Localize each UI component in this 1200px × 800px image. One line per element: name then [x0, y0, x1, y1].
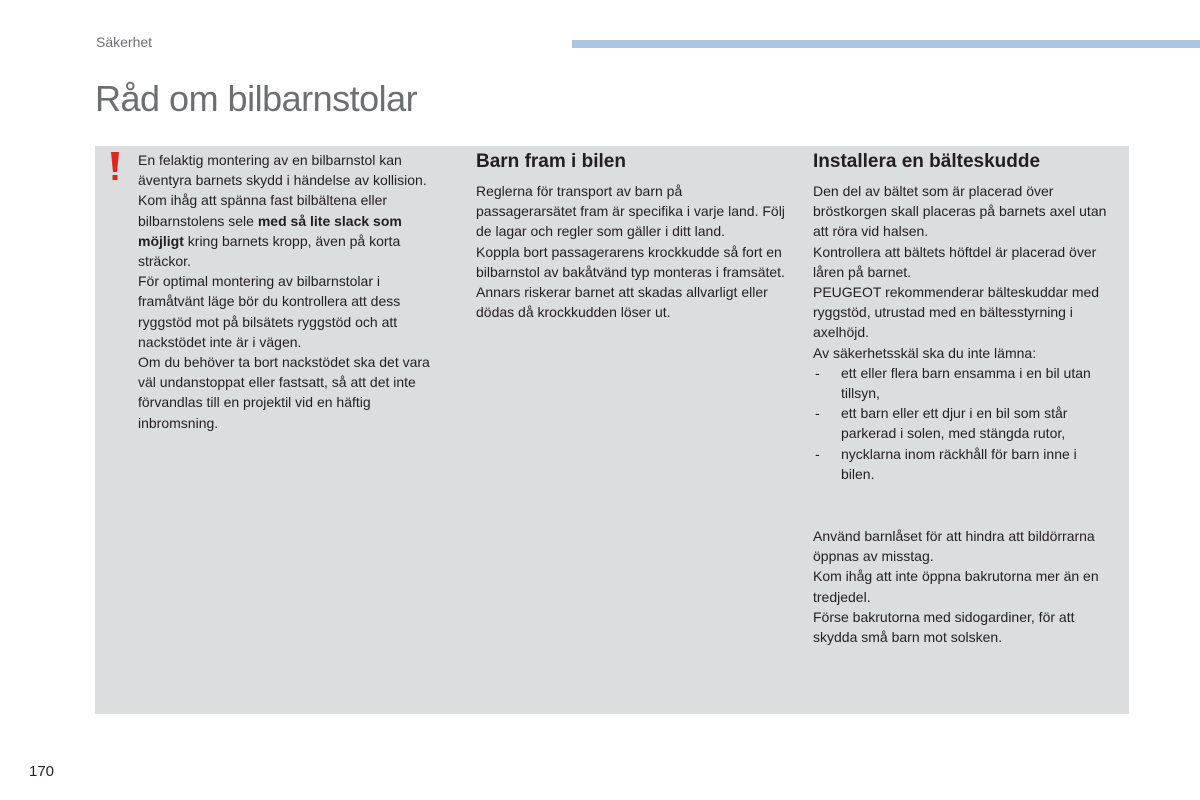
page-number: 170 — [29, 763, 55, 780]
list-item — [813, 444, 1113, 484]
front-seat-paragraph: Koppla bort passagerarens krockkudde så fort en bilbarnstol av bakåtvänd typ monteras i framsätet. Annars riskerar barnet att skadas allvarligt eller dödas då krockkudden löser ut. — [476, 243, 785, 321]
page-title: Råd om bilbarnstolar — [95, 78, 418, 119]
booster-heading: Installera en bälteskudde — [813, 151, 1041, 172]
child-lock-paragraph: Använd barnlåset för att hindra att bildörrarna öppnas av misstag. — [813, 528, 1095, 565]
list-dash: - — [815, 445, 820, 462]
list-item-text: ett eller flera barn ensamma i en bil utan tillsyn, — [841, 364, 1091, 402]
warning-column — [138, 150, 438, 433]
rear-window-paragraph: Kom ihåg att inte öppna bakrutorna mer än en tredjedel. — [813, 568, 1099, 605]
section-label: Säkerhet — [96, 34, 153, 50]
child-lock-section — [813, 526, 1113, 647]
booster-paragraph: Av säkerhetsskäl ska du inte lämna: — [813, 344, 1037, 361]
list-item-text: nycklarna inom räckhåll för barn inne i bilen. — [841, 445, 1077, 482]
booster-paragraph: PEUGEOT rekommenderar bälteskuddar med ryggstöd, utrustad med en bältesstyrning i axelhöjd. — [813, 284, 1100, 341]
booster-paragraph: Kontrollera att bältets höftdel är placerad över låren på barnet. — [813, 243, 1097, 280]
warning-text: Kom ihåg att spänna fast bilbältena eller bilbarnstolens sele — [138, 192, 388, 229]
list-dash: - — [815, 364, 820, 381]
warning-paragraph-slack — [138, 190, 438, 271]
warning-paragraph: Om du behöver ta bort nackstödet ska det vara väl undanstoppat eller fastsatt, så att det inte förvandlas till en projektil vid en häftig inbromsning. — [138, 354, 430, 431]
front-seat-heading: Barn fram i bilen — [476, 151, 626, 172]
warning-paragraph: En felaktig montering av en bilbarnstol kan äventyra barnets skydd i händelse av kollision. — [138, 152, 427, 189]
exclamation-warning-icon — [108, 151, 122, 181]
front-seat-paragraph: Reglerna för transport av barn på passagerarsätet fram är specifika i varje land. Följ de lagar och regler som gäller i ditt land. — [476, 183, 785, 240]
unattended-list — [813, 363, 1113, 484]
warning-emphasis: med så lite slack som möjligt — [138, 212, 402, 249]
booster-paragraph: Den del av bältet som är placerad över bröstkorgen skall placeras på barnets axel utan att röra vid halsen. — [813, 183, 1107, 240]
header-accent-bar — [572, 40, 1200, 48]
warning-paragraph: För optimal montering av bilbarnstolar i framåtvänt läge bör du kontrollera att dess ryggstöd mot på bilsätets ryggstöd och att nackstödet inte är i vägen. — [138, 273, 401, 350]
list-dash: - — [815, 405, 820, 422]
warning-text: kring barnets kropp, även på korta sträckor. — [138, 232, 401, 270]
front-seat-column — [476, 149, 786, 322]
list-item — [813, 363, 1113, 403]
list-item-text: ett barn eller ett djur i en bil som står parkerad i solen, med stängda rutor, — [841, 405, 1068, 442]
list-item — [813, 403, 1113, 443]
sunblind-paragraph: Förse bakrutorna med sidogardiner, för att skydda små barn mot solsken. — [813, 608, 1075, 646]
booster-column — [813, 149, 1113, 484]
